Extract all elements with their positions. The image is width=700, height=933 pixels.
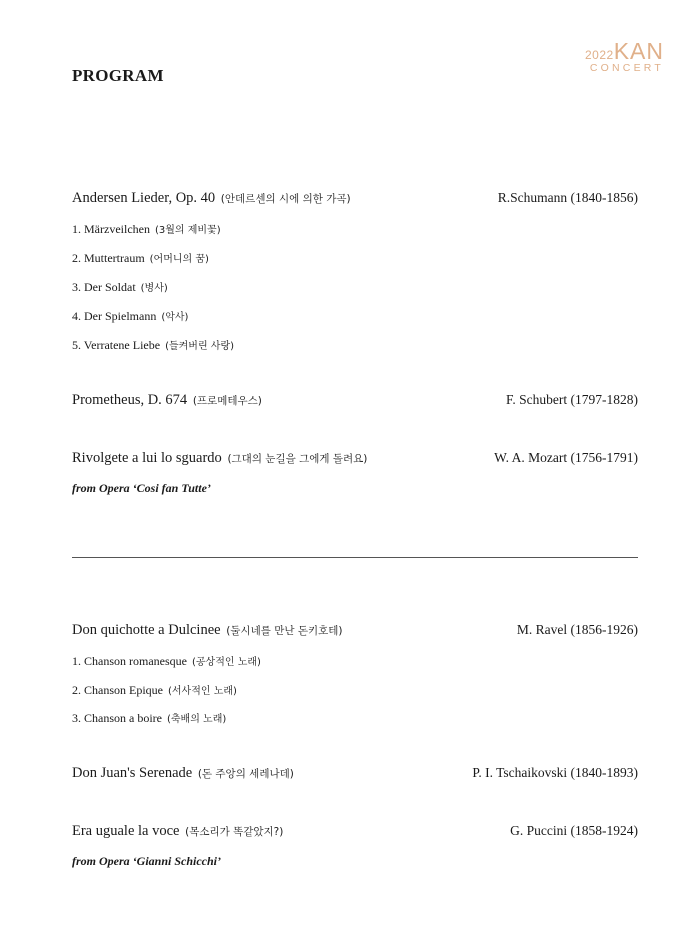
composer: W. A. Mozart (1756-1791) bbox=[494, 450, 638, 465]
opera-source: from Opera ‘Cosi fan Tutte’ bbox=[72, 481, 211, 495]
composer: M. Ravel (1856-1926) bbox=[516, 622, 638, 637]
work-korean: (안데르센의 시에 의한 가곡) bbox=[220, 193, 351, 205]
program-entry-quichotte bbox=[72, 622, 638, 639]
work-title: Don Juan's Serenade (돈 주앙의 세레나데) bbox=[72, 765, 294, 781]
work-korean: (돈 주앙의 세레나데) bbox=[197, 768, 294, 780]
song-item: 3. Der Soldat (병사) bbox=[72, 280, 168, 294]
song-item: 2. Chanson Epique (서사적인 노래) bbox=[72, 683, 237, 697]
composer: G. Puccini (1858-1924) bbox=[510, 823, 638, 838]
song-item: 4. Der Spielmann (악사) bbox=[72, 309, 189, 323]
section-divider bbox=[72, 557, 638, 558]
work-title: Era uguale la voce (목소리가 똑같았지?) bbox=[72, 823, 284, 839]
program-entry-juan bbox=[72, 765, 638, 782]
page-title: PROGRAM bbox=[72, 66, 164, 85]
program-entry-prometheus bbox=[72, 392, 638, 409]
work-korean: (둘시네를 만난 돈키호테) bbox=[226, 625, 343, 637]
song-item: 2. Muttertraum (어머니의 꿈) bbox=[72, 251, 209, 265]
work-title: Prometheus, D. 674 (프로메테우스) bbox=[72, 392, 262, 408]
composer: F. Schubert (1797-1828) bbox=[505, 392, 638, 407]
opera-source: from Opera ‘Gianni Schicchi’ bbox=[72, 854, 222, 868]
work-title: Andersen Lieder, Op. 40 (안데르센의 시에 의한 가곡) bbox=[72, 190, 351, 206]
composer: R.Schumann (1840-1856) bbox=[497, 190, 638, 205]
song-item: 3. Chanson a boire (축배의 노래) bbox=[72, 711, 227, 725]
work-korean: (그대의 눈길을 그에게 돌려요) bbox=[227, 453, 368, 465]
logo-name: KAN bbox=[613, 38, 664, 64]
work-title: Rivolgete a lui lo sguardo (그대의 눈길을 그에게 돌려요) bbox=[72, 450, 368, 466]
logo-subtitle: CONCERT bbox=[589, 62, 664, 74]
song-item: 1. Chanson romanesque (공상적인 노래) bbox=[72, 654, 261, 668]
song-item: 5. Verratene Liebe (들켜버린 사랑) bbox=[72, 338, 235, 352]
concert-logo bbox=[585, 38, 664, 74]
logo-year: 2022 bbox=[585, 48, 614, 62]
program-entry-era bbox=[72, 823, 638, 840]
program-entry-rivolgete bbox=[72, 450, 638, 467]
composer: P. I. Tschaikovski (1840-1893) bbox=[472, 765, 638, 780]
work-korean: (목소리가 똑같았지?) bbox=[185, 826, 284, 838]
song-item: 1. Märzveilchen (3월의 제비꽃) bbox=[72, 222, 221, 236]
work-korean: (프로메테우스) bbox=[192, 395, 262, 407]
work-title: Don quichotte a Dulcinee (둘시네를 만난 돈키호테) bbox=[72, 622, 343, 638]
program-entry-andersen bbox=[72, 190, 638, 207]
